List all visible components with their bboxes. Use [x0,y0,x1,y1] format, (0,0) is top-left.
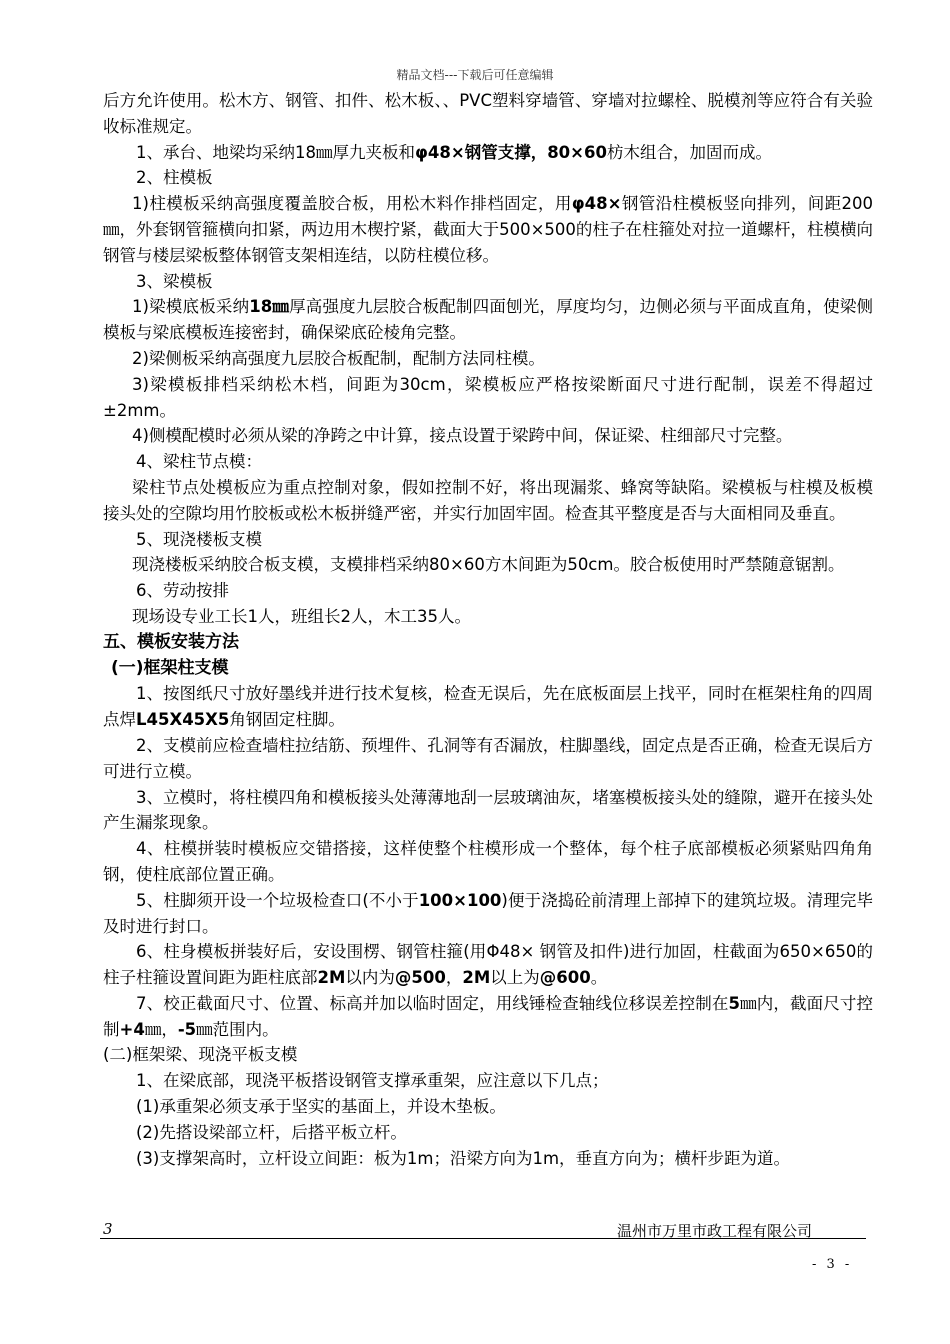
paragraph: 梁柱节点处模板应为重点控制对象，假如控制不好，将出现漏浆、蜂窝等缺陷。梁模板与柱模及板模接头处的空隙均用竹胶板或松木板拼缝严密，并实行加固牢固。检查其平整度是否与大面相同及垂直。 [103,477,873,523]
footer-company: 温州市万里市政工程有限公司 [617,1222,813,1240]
paragraph: 5、柱脚须开设一个垃圾检查口(不小于100×100)便于浇捣砼前清理上部掉下的建筑垃圾。清理完毕及时进行封口。 [103,890,874,936]
paragraph: 7、校正截面尺寸、位置、标高并加以临时固定，用线锤检查轴线位移误差控制在5㎜内，截面尺寸控制+4㎜，-5㎜范围内。 [103,993,874,1039]
page-header: 精品文档---下载后可任意编辑 [396,68,554,82]
paragraph: 1、承台、地梁均采纳18㎜厚九夹板和φ48×钢管支撑，80×60枋木组合，加固而成。 [136,142,772,162]
paragraph: 1)柱模板采纳高强度覆盖胶合板，用松木料作排档固定，用φ48×钢管沿柱模板竖向排列，间距200㎜，外套钢管箍横向扣紧，两边用木楔拧紧，截面大于500×500的柱子在柱箍处对拉一道螺杆，柱模横向钢管与楼层梁板整体钢管支架相连结，以防柱模位移。 [103,194,873,265]
paragraph: 3、立模时，将柱模四角和模板接头处薄薄地刮一层玻璃油灰，堵塞模板接头处的缝隙，避开在接头处产生漏浆现象。 [103,787,873,833]
paragraph: 现浇楼板采纳胶合板支模，支模排档采纳80×60方木间距为50cm。胶合板使用时严禁随意锯割。 [132,555,845,575]
paragraph: 4、柱模拼装时模板应交错搭接，这样使整个柱模形成一个整体，每个柱子底部模板必须紧贴四角角钢，使柱底部位置正确。 [103,839,873,884]
section-heading: 5、现浇楼板支模 [136,529,262,549]
paragraph: 1、按图纸尺寸放好墨线并进行技术复核，检查无误后，先在底板面层上找平，同时在框架柱角的四周点焊L45X45X5角钢固定柱脚。 [103,684,873,730]
page-marker: - 3 - [812,1257,853,1272]
section-heading: 4、梁柱节点模： [136,452,262,472]
paragraph: 6、柱身模板拼装好后，安设围楞、钢管柱箍(用Φ48× 钢管及扣件)进行加固，柱截面为650×650的柱子柱箍设置间距为距柱底部2M以内为@500，2M以上为@600。 [103,942,873,988]
chapter-heading: 五、模板安装方法 [103,631,239,652]
paragraph: 后方允许使用。松木方、钢管、扣件、松木板、、PVC塑料穿墙管、穿墙对拉螺栓、脱模剂等应符合有关验收标准规定。 [103,91,873,136]
section-heading: 2、柱模板 [136,168,213,188]
section-heading: 3、梁模板 [136,271,213,291]
paragraph: 1)梁模底板采纳18㎜厚高强度九层胶合板配制四面刨光，厚度均匀，边侧必须与平面成直角，使梁侧模板与梁底模板连接密封，确保梁底砼棱角完整。 [103,297,874,343]
subsection-heading: (二)框架梁、现浇平板支模 [103,1045,298,1065]
document-body [103,88,873,1171]
paragraph: 1、在梁底部，现浇平板搭设钢管支撑承重架，应注意以下几点； [136,1071,609,1091]
section-heading: 6、劳动按排 [136,581,229,601]
paragraph: (1)承重架必须支承于坚实的基面上，并设木垫板。 [136,1097,506,1117]
paragraph: 4)侧模配模时必须从梁的净跨之中计算，接点设置于梁跨中间，保证梁、柱细部尺寸完整。 [132,426,793,446]
paragraph: (3)支撑架高时，立杆设立间距：板为1m；沿梁方向为1m，垂直方向为；横杆步距为道。 [136,1148,791,1168]
paragraph: 3)梁模板排档采纳松木档，间距为30cm，梁模板应严格按梁断面尺寸进行配制，误差不得超过±2mm。 [103,374,873,420]
footer-rule [100,1238,866,1239]
paragraph: 现场设专业工长1人，班组长2人，木工35人。 [132,606,471,626]
subsection-heading: (一)框架柱支模 [111,657,229,678]
footer-page-number: 3 [103,1220,113,1238]
paragraph: (2)先搭设梁部立杆，后搭平板立杆。 [136,1122,407,1142]
paragraph: 2、支模前应检查墙柱拉结筋、预埋件、孔洞等有否漏放，柱脚墨线，固定点是否正确，检查无误后方可进行立模。 [103,735,873,781]
paragraph: 2)梁侧板采纳高强度九层胶合板配制，配制方法同柱模。 [132,348,545,368]
